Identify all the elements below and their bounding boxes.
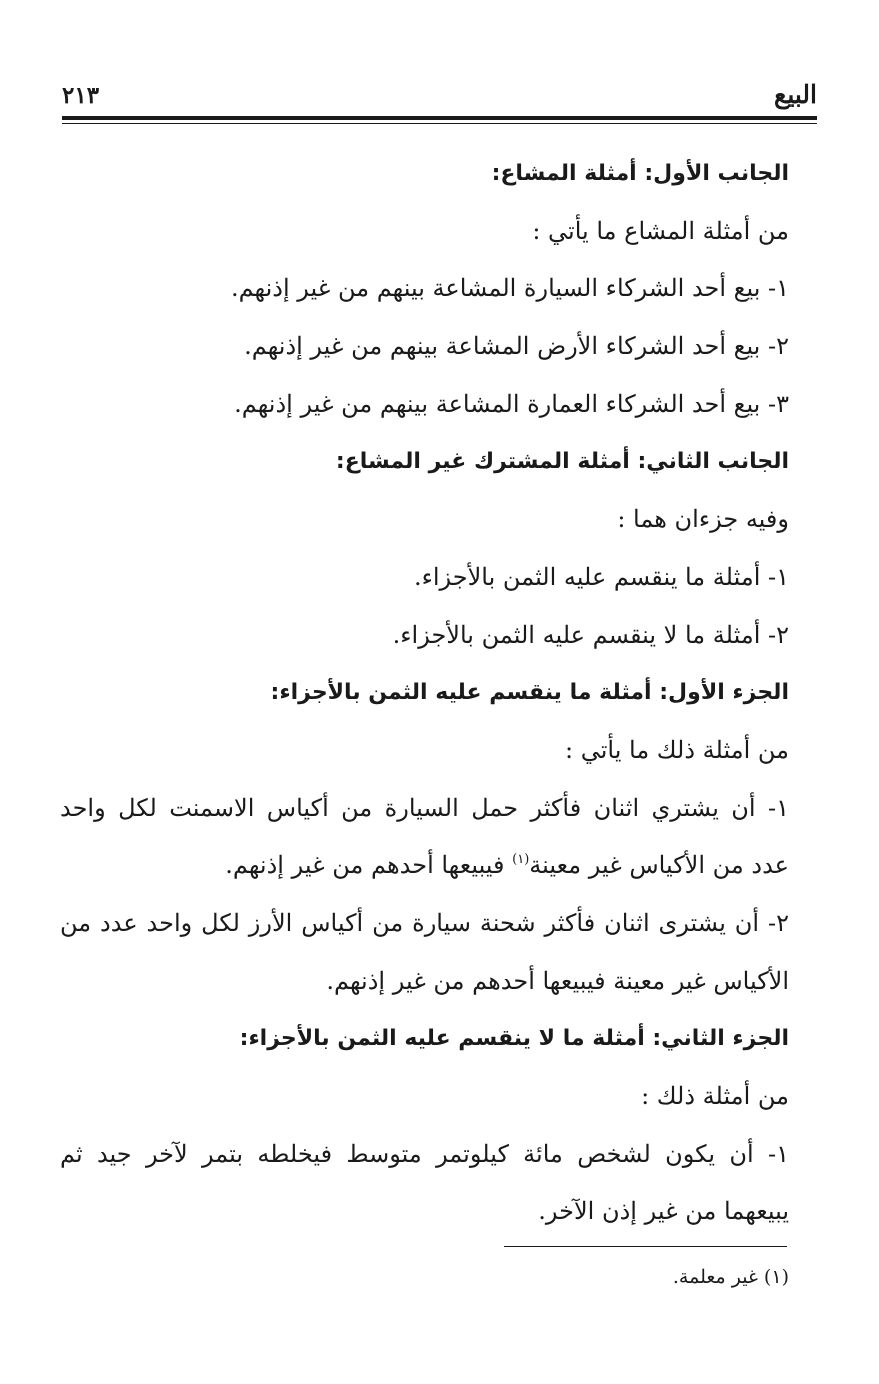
- body-line: ١- بيع أحد الشركاء السيارة المشاعة بينهم من غير إذنهم.: [230, 274, 789, 303]
- footnote: (١) غير معلمة.: [672, 1266, 789, 1288]
- running-title: البيع: [774, 80, 817, 109]
- header-rule-thick: [62, 116, 817, 120]
- body-line-text: فيبيعها أحدهم من غير إذنهم.: [225, 851, 513, 880]
- body-line: ١- أمثلة ما ينقسم عليه الثمن بالأجزاء.: [413, 562, 789, 591]
- body-line: ٢- بيع أحد الشركاء الأرض المشاعة بينهم من غير إذنهم.: [244, 332, 789, 361]
- page-body: [60, 145, 789, 1241]
- footnote-separator: [504, 1246, 787, 1247]
- body-line-text: عدد من الأكياس غير معينة: [529, 851, 789, 880]
- page-number: ٢١٣: [62, 82, 100, 109]
- body-line: [60, 837, 789, 895]
- body-line: وفيه جزءان هما :: [617, 505, 789, 534]
- section-heading: الجزء الثاني: أمثلة ما لا ينقسم عليه الثمن بالأجزاء:: [239, 1026, 789, 1052]
- body-line: ٢- أن يشترى اثنان فأكثر شحنة سيارة من أكياس الأرز لكل واحد عدد من: [60, 908, 789, 937]
- header-rule-thin: [62, 123, 817, 124]
- body-line: من أمثلة المشاع ما يأتي :: [532, 216, 789, 245]
- body-line: ٣- بيع أحد الشركاء العمارة المشاعة بينهم من غير إذنهم.: [234, 389, 789, 418]
- body-line: الأكياس غير معينة فيبيعها أحدهم من غير إذنهم.: [326, 966, 789, 995]
- body-line: من أمثلة ذلك ما يأتي :: [564, 735, 789, 764]
- footnote-reference[interactable]: (١): [512, 852, 530, 868]
- body-line: يبيعهما من غير إذن الآخر.: [538, 1197, 789, 1226]
- section-heading: الجانب الأول: أمثلة المشاع:: [491, 161, 789, 186]
- body-line: ١- أن يكون لشخص مائة كيلوتمر متوسط فيخلطه بتمر لآخر جيد ثم: [60, 1139, 789, 1168]
- section-heading: الجانب الثاني: أمثلة المشترك غير المشاع:: [335, 449, 789, 475]
- body-line: من أمثلة ذلك :: [641, 1082, 789, 1110]
- body-line: ٢- أمثلة ما لا ينقسم عليه الثمن بالأجزاء.: [392, 620, 789, 649]
- running-head: [62, 80, 817, 114]
- body-line: ١- أن يشتري اثنان فأكثر حمل السيارة من أكياس الاسمنت لكل واحد: [60, 793, 789, 822]
- section-heading: الجزء الأول: أمثلة ما ينقسم عليه الثمن بالأجزاء:: [270, 680, 789, 706]
